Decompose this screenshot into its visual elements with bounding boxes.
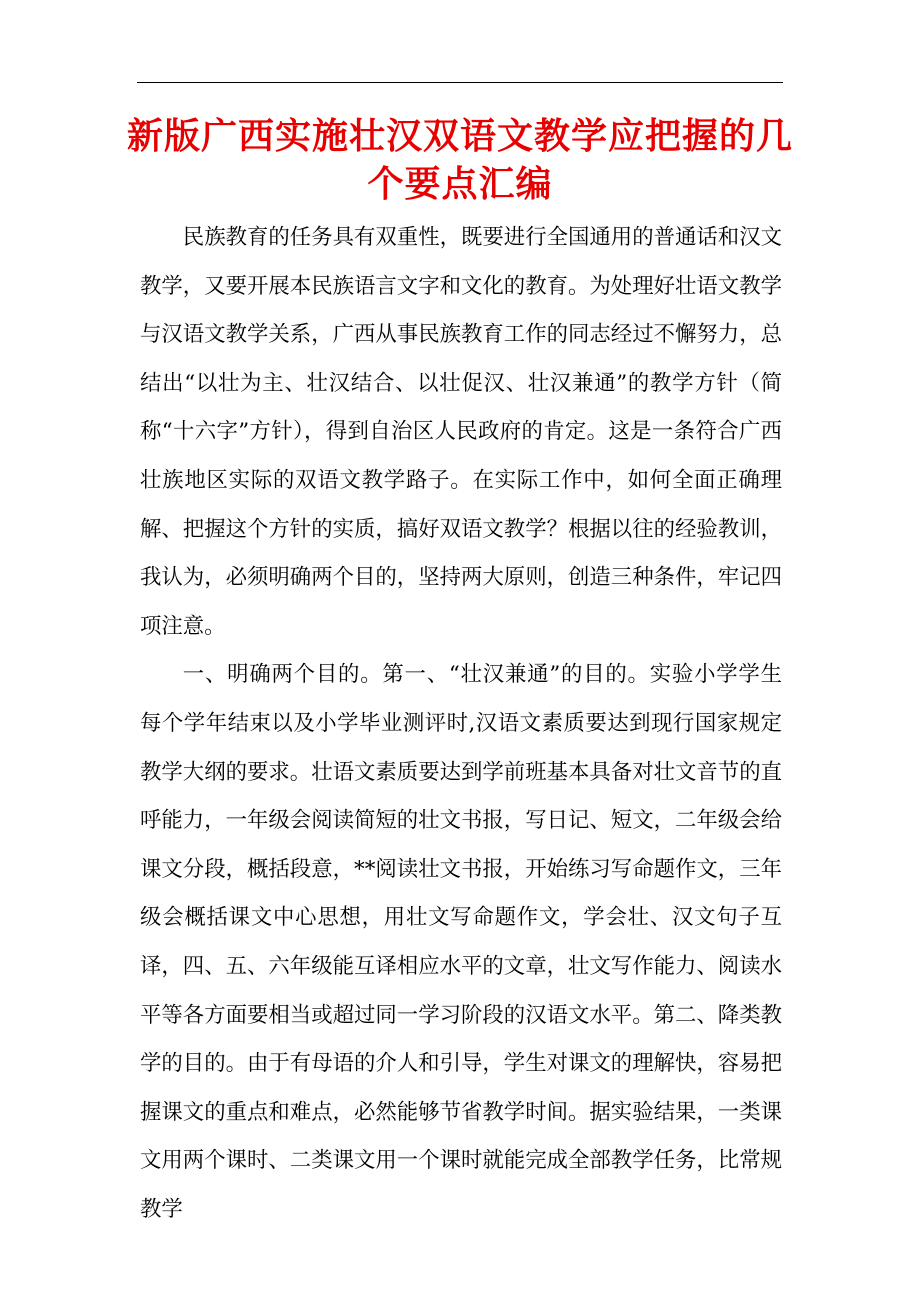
paragraph-intro: 民族教育的任务具有双重性，既要进行全国通用的普通话和汉文教学，又要开展本民族语言文字和文化的教育。为处理好壮语文教学与汉语文教学关系，广西从事民族教育工作的同志经过不懈努力，总结出“以壮为主、壮汉结合、以壮促汉、壮汉兼通”的教学方针（简称“十六字”方针），得到自治区人民政府的肯定。这是一条符合广西壮族地区实际的双语文教学路子。在实际工作中，如何全面正确理解、把握这个方针的实质，搞好双语文教学？根据以往的经验教训，我认为，必须明确两个目的，坚持两大原则，创造三种条件，牢记四项注意。 [140, 225, 782, 639]
header-rule [137, 82, 783, 83]
paragraph-section-one: 一、明确两个目的。第一、“壮汉兼通”的目的。实验小学学生每个学年结束以及小学毕业测评时,汉语文素质要达到现行国家规定教学大纲的要求。壮语文素质要达到学前班基本具备对壮文音节的直呼能力，一年级会阅读简短的壮文书报，写日记、短文，二年级会给课文分段，概括段意，**阅读壮文书报，开始练习写命题作文，三年级会概括课文中心思想，用壮文写命题作文，学会壮、汉文句子互译，四、五、六年级能互译相应水平的文章，壮文写作能力、阅读水平等各方面要相当或超过同一学习阶段的汉语文水平。第二、降类教学的目的。由于有母语的介人和引导，学生对课文的理解快，容易把握课文的重点和难点，必然能够节省教学时间。据实验结果，一类课文用两个课时、二类课文用一个课时就能完成全部教学任务，比常规教学 [140, 662, 782, 1222]
document-title: 新版广西实施壮汉双语文教学应把握的几个要点汇编 [126, 115, 793, 205]
document-body [140, 214, 782, 1234]
